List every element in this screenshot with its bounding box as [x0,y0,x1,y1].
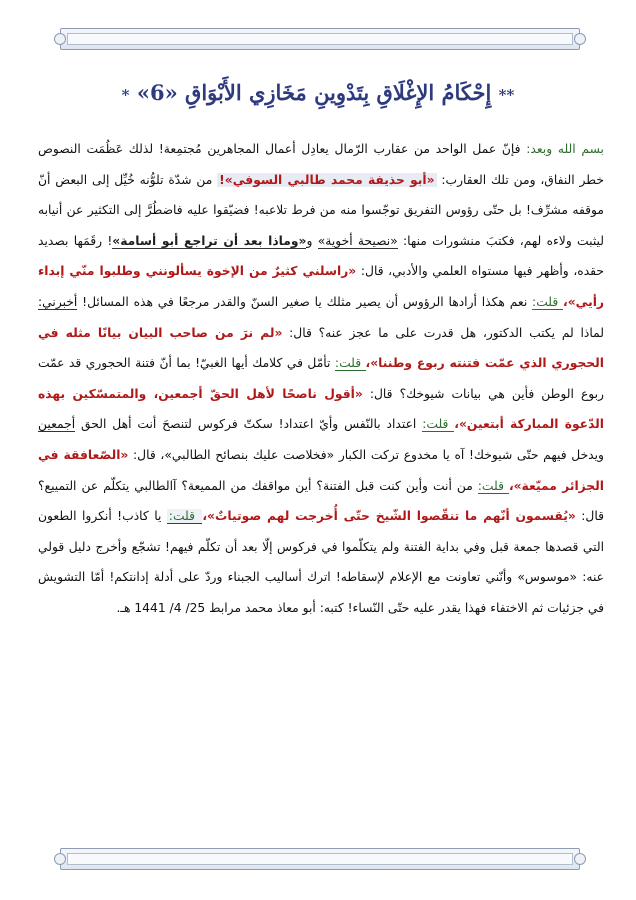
highlighted-name: «أبو حذيفة محمد طالبي السوفي»! [219,172,435,187]
quote: «يُقسمون أنّهم ما تنقّصوا الشّيخ حتّى أُخرجت لهم صوتياتٌ»، [202,509,576,524]
article-paragraph [38,134,604,624]
page-title [40,80,596,105]
text-segment: لماذا لم يكتب الدكتور، هل قدرت على ما عجز عنه؟ قال: [282,325,604,340]
text-segment: يا كاذب! أنكروا الطعون التي قصدها جمعة قبل وفي بداية الفتنة ولم يتكلّموا في فركوس إلّا بعد أن تكلّم فيهم! تشجّع وأخرج دليل قولي عنه: «موسوس» وأنّني تعاونت مع الإعلام لإسقاطه! اترك أساليب الجبناء وردّ على أدلة إدانتكم! أمّا التشويش في جزئيات ثم الاختفاء فهذا يقدر عليه حتّى النّساء! كتبه: أبو معاذ محمد مرابط 25/ 4/ 1441 هـ. [38,509,604,615]
top-frame-bar-inner [67,33,573,45]
text-segment: تأمّل في كلامك أيها الغبيّ! بما أنّ فتنة الحجوري قد عمّت ربوع الوطن فأين هي بيانات شيوخك؟ قال: [38,356,604,401]
bottom-frame-right-cap [574,853,586,865]
text-segment: من شدّة تلوُّنه خُيِّل إلى البعض أنّ موقفه مشرِّف! بل حتّى رؤوس التفريق توجّسوا منه من فرط تلاعبه! فضيّقوا عليه فاضطُرَّ إلى التكثير عن أنيابه ليثبت ولاءه لهم، فكتبَ منشورات منها: [38,172,604,248]
reply-label: قلت: [532,294,564,309]
title-text: إِحْكَامُ الإِغْلَاقِ بِتَدْوِينِ مَخَازِي الأَبْوَاقِ «6» [136,80,492,105]
title-star-right: ** [498,86,515,104]
text-segment: نعم هكذا أرادها الرؤوس أن يصير مثلك يا صغير السنّ والقدر مرجعًا في هذه المسائل! [77,294,533,309]
text-segment: ويدخل فيهم حتّى شيوخك! آه يا مخدوع تركت الكبار «فخلاصت عليك بنصائح الطالبي»، قال: [128,447,604,462]
text-segment: فإنّ عمل الواحد من عقارب الرّمال يعادِل أعمال المجاهرين مُجتمِعة! لذلك عَظُمَت النصوص خطر النفاق، ومن تلك العقارب: [38,142,604,187]
bottom-frame-bar [60,848,580,870]
top-frame-right-cap [574,33,586,45]
underlined-word: أجمعين [38,417,76,432]
text-segment: ! رقَمَها بصديد حقده، وأظهر فيها مستواه العلمي والأدبي، قال: [38,233,605,279]
top-frame-bar [60,28,580,50]
reply-label: قلت: [334,356,366,371]
quote: «الصّعافقة في الجزائر مميّعة»، [38,447,605,493]
reply-label: قلت: [168,509,201,524]
publication-title: «نصيحة أخوية» [317,233,398,248]
reply-label: قلت: [477,478,509,493]
title-star-left: * [121,86,130,104]
text-segment: اعتداد بالنّفس وأيّ اعتداد! سكتّ فركوس لتنصحَ أنت أهل الحق [75,417,423,432]
text-segment: من أنت وأين كنت قبل الفتنة؟ أين مواقفك من المميعة؟ آالطالبي يتكلّم عن التمييع؟ قال: [38,478,604,524]
quote: «أقول ناصحًا لأهل الحقّ أجمعين، والمتمسّكين بهذه الدّعوة المباركة أبتعين»، [38,386,605,432]
bottom-frame-bar-inner [67,853,573,865]
text-segment: و [306,233,318,248]
top-frame-left-cap [54,33,66,45]
publication-title: «وماذا بعد أن تراجع أبو أسامة» [112,233,307,248]
article-body [38,134,604,624]
quote: «لم نرَ من صاحب البيان بيانًا مثله في الحجوري الذي عمّت فتنته ربوع وطننا»، [38,325,604,371]
bottom-frame-left-cap [54,853,66,865]
akhbirni-label: أخبرني: [38,294,78,309]
reply-label: قلت: [422,417,455,432]
quote: «راسلني كثيرٌ من الإخوة يسألونني وطلبوا منّي إبداء رأيي»، [38,264,604,309]
basmala: بسم الله وبعد: [526,142,604,156]
